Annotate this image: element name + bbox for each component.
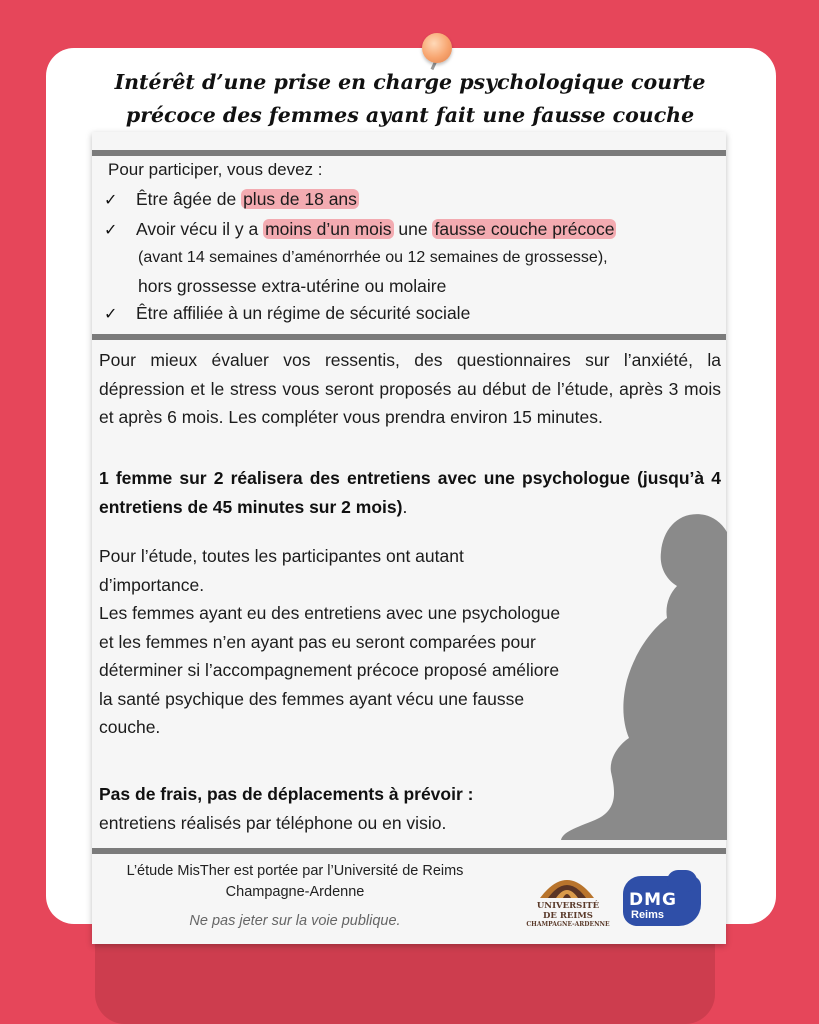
university-crest-icon (536, 868, 598, 900)
criteria-sub-1: (avant 14 semaines d’aménorrhée ou 12 semaines de grossesse), (138, 249, 608, 266)
highlight-time: moins d’un mois (265, 219, 392, 239)
highlight-miscarriage: fausse couche précoce (434, 219, 615, 239)
title-line-2: précoce des femmes ayant fait une fausse couche (125, 103, 695, 127)
footer-note: Ne pas jeter sur la voie publique. (189, 913, 401, 929)
divider-middle (92, 334, 726, 340)
footer-sponsor: L’étude MisTher est portée par l’Université de Reims Champagne-Ardenne (126, 863, 464, 900)
paragraph-no-cost: Pas de frais, pas de déplacements à prévoir : entretiens réalisés par téléphone ou en visio. (99, 784, 474, 833)
page-title (70, 66, 750, 132)
woman-silhouette-image (555, 510, 727, 840)
criteria-sub-2: hors grossesse extra-utérine ou molaire (138, 276, 447, 296)
university-reims-logo: UNIVERSITÉ DE REIMS CHAMPAGNE-ARDENNE (518, 868, 618, 932)
criteria-item-miscarriage: ✓ Avoir vécu il y a moins d’un mois une fausse couche précoce (104, 219, 615, 239)
title-line-1: Intérêt d’une prise en charge psychologique courte (114, 70, 706, 94)
criteria-item-insurance: ✓ Être affiliée à un régime de sécurité sociale (104, 303, 471, 323)
paragraph-study-design: Pour l’étude, toutes les participantes ont autant d’importance. Les femmes ayant eu des entretiens avec une psychologue et les femmes n’en ayant pas eu seront comparées pour déterminer si l’accompagnement précoce proposé améliore la santé psychique des femmes ayant vécu une fausse couche. (99, 546, 561, 737)
criteria-intro: Pour participer, vous devez : (108, 160, 323, 179)
checkmark-icon: ✓ (104, 222, 118, 239)
paragraph-questionnaires: Pour mieux évaluer vos ressentis, des questionnaires sur l’anxiété, la dépression et le stress vous seront proposés au début de l’étude, après 3 mois et après 6 mois. Les compléter vous prendra environ 15 minutes. (99, 350, 721, 427)
divider-bottom (92, 848, 726, 854)
checkmark-icon: ✓ (104, 192, 118, 209)
dmg-reims-logo: DMG Reims (623, 870, 701, 928)
checkmark-icon: ✓ (104, 306, 118, 323)
background-shadow (95, 930, 715, 1024)
paragraph-interviews: 1 femme sur 2 réalisera des entretiens avec une psychologue (jusqu’à 4 entretiens de 45 minutes sur 2 mois). (99, 468, 721, 517)
highlight-age: plus de 18 ans (243, 189, 357, 209)
divider-top (92, 150, 726, 156)
criteria-item-age: ✓ Être âgée de plus de 18 ans (104, 189, 357, 209)
push-pin-icon (422, 33, 452, 63)
